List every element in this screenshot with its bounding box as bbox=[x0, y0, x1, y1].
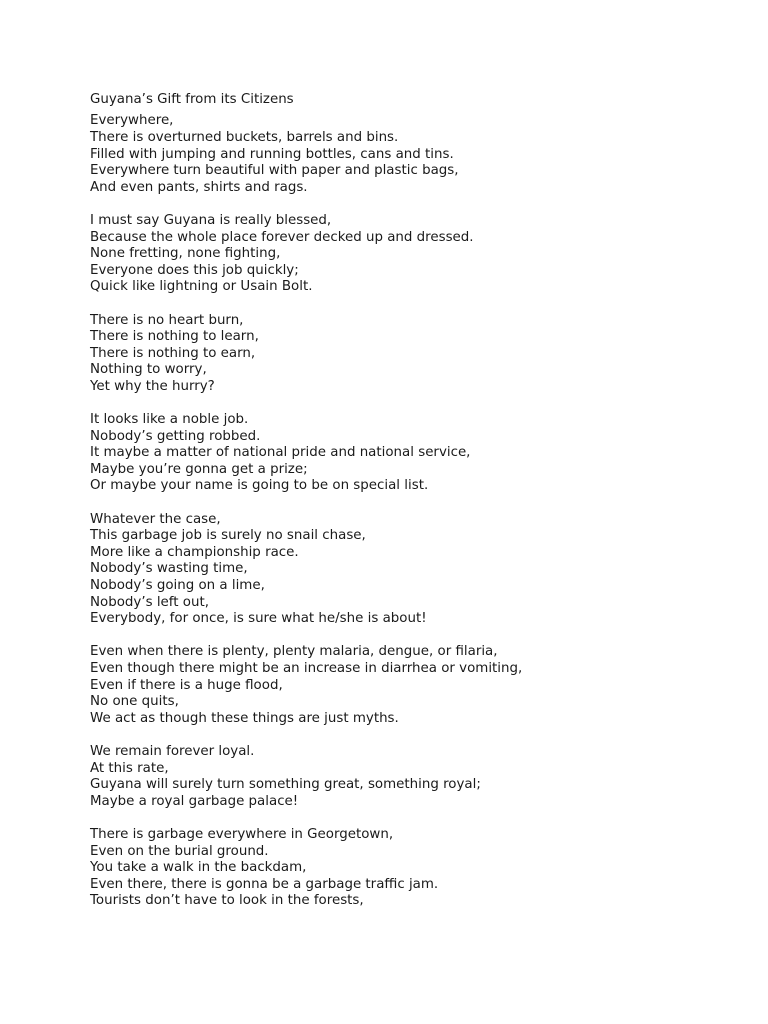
poem-line: Filled with jumping and running bottles, cans and tins. bbox=[90, 146, 454, 162]
poem-line: Even when there is plenty, plenty malaria, dengue, or filaria, bbox=[90, 644, 498, 660]
poem-line: Tourists don’t have to look in the forests, bbox=[90, 893, 364, 909]
poem-line: And even pants, shirts and rags. bbox=[90, 179, 308, 195]
poem-line: There is nothing to earn, bbox=[90, 345, 256, 361]
poem-line: Nobody’s left out, bbox=[90, 594, 209, 610]
poem-line: Yet why the hurry? bbox=[90, 378, 215, 394]
poem-line: This garbage job is surely no snail chase, bbox=[90, 528, 366, 544]
poem-line: We remain forever loyal. bbox=[90, 743, 255, 759]
poem-stanza bbox=[90, 644, 730, 727]
poem-stanza bbox=[90, 827, 730, 910]
poem-stanza bbox=[90, 512, 730, 628]
poem-line: Even if there is a huge flood, bbox=[90, 677, 283, 693]
poem-line: No one quits, bbox=[90, 694, 179, 710]
poem-line: It maybe a matter of national pride and national service, bbox=[90, 445, 471, 461]
poem-line: Nobody’s wasting time, bbox=[90, 561, 248, 577]
poem-stanza bbox=[90, 412, 730, 495]
poem-line: It looks like a noble job. bbox=[90, 412, 249, 428]
poem-line: Or maybe your name is going to be on special list. bbox=[90, 478, 429, 494]
poem-stanza bbox=[90, 744, 730, 810]
poem-line: Nobody’s getting robbed. bbox=[90, 428, 261, 444]
poem-line: Nobody’s going on a lime, bbox=[90, 578, 265, 594]
poem-line: Everybody, for once, is sure what he/she is about! bbox=[90, 611, 427, 627]
poem-line: Everywhere, bbox=[90, 113, 174, 129]
poem-line: Guyana will surely turn something great, something royal; bbox=[90, 777, 481, 793]
document-page bbox=[90, 92, 730, 926]
poem-line: Whatever the case, bbox=[90, 511, 221, 527]
poem-line: There is overturned buckets, barrels and bins. bbox=[90, 129, 399, 145]
poem-body bbox=[90, 113, 730, 910]
poem-stanza bbox=[90, 313, 730, 396]
poem-line: Everyone does this job quickly; bbox=[90, 262, 299, 278]
poem-line: At this rate, bbox=[90, 760, 169, 776]
poem-line: Quick like lightning or Usain Bolt. bbox=[90, 279, 313, 295]
poem-line: There is no heart burn, bbox=[90, 312, 244, 328]
poem-line: Even there, there is gonna be a garbage traffic jam. bbox=[90, 876, 439, 892]
poem-line: We act as though these things are just myths. bbox=[90, 710, 399, 726]
poem-line: Everywhere turn beautiful with paper and plastic bags, bbox=[90, 163, 459, 179]
poem-line: I must say Guyana is really blessed, bbox=[90, 212, 332, 228]
poem-line: You take a walk in the backdam, bbox=[90, 860, 307, 876]
poem-line: Maybe you’re gonna get a prize; bbox=[90, 461, 308, 477]
poem-line: There is garbage everywhere in Georgetown, bbox=[90, 826, 394, 842]
poem-line: Even on the burial ground. bbox=[90, 843, 269, 859]
document-title: Guyana’s Gift from its Citizens bbox=[90, 92, 294, 107]
poem-line: There is nothing to learn, bbox=[90, 329, 259, 345]
poem-stanza bbox=[90, 113, 730, 196]
poem-stanza bbox=[90, 213, 730, 296]
poem-line: Even though there might be an increase in diarrhea or vomiting, bbox=[90, 660, 523, 676]
poem-line: None fretting, none fighting, bbox=[90, 246, 281, 262]
poem-line: Nothing to worry, bbox=[90, 362, 207, 378]
poem-line: Maybe a royal garbage palace! bbox=[90, 793, 299, 809]
poem-line: More like a championship race. bbox=[90, 544, 299, 560]
poem-line: Because the whole place forever decked up and dressed. bbox=[90, 229, 474, 245]
